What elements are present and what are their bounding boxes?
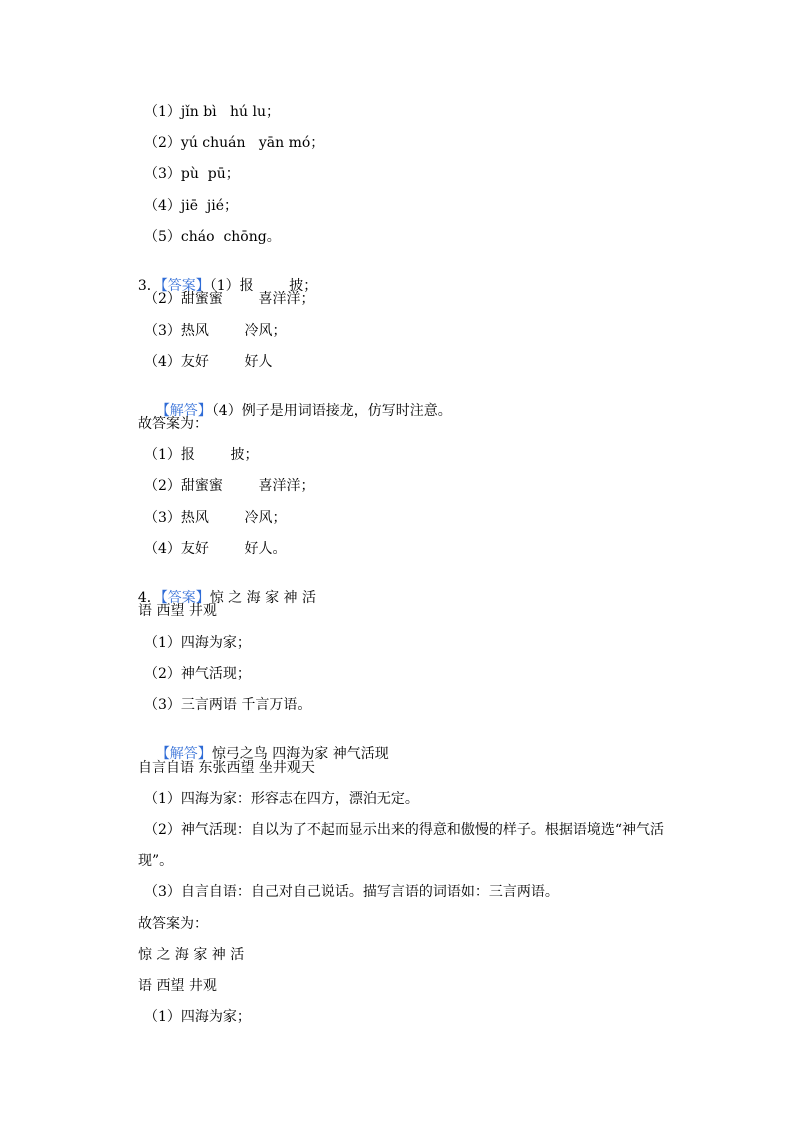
answer-line: （2）甜蜜蜜 喜洋洋； (144, 291, 315, 307)
answer-line: 语 西望 井观 (138, 978, 217, 994)
answer-line: （4）友好 好人 (144, 354, 273, 370)
answer-line: （3）pù pū； (144, 166, 240, 182)
explanation-tag: 【解答】 (155, 403, 212, 419)
answer-line: （1）四海为家：形容志在四方，漂泊无定。 (144, 791, 419, 807)
answer-line: （3）三言两语 千言万语。 (144, 697, 312, 713)
answer-line: （1）四海为家； (144, 1009, 251, 1025)
answer-line: 语 西望 井观 (138, 603, 217, 619)
answer-line: （1）jǐn bì hú lu； (144, 104, 280, 120)
answer-line: （3）热风 冷风； (144, 510, 287, 526)
answer-line: （2）神气活现：自以为了不起而显示出来的得意和傲慢的样子。根据语境选“神气活 (144, 822, 665, 838)
explanation-text: （4）例子是用词语接龙，仿写时注意。 (211, 403, 452, 419)
answer-line: （2）神气活现； (144, 666, 251, 682)
answer-line: 现”。 (138, 853, 174, 869)
answer-line: （1）报 披； (144, 447, 259, 463)
answer-line: （3）热风 冷风； (144, 323, 287, 339)
question-number: 4． (137, 590, 161, 606)
answer-text: （1）报 披； (209, 278, 318, 294)
explanation-tag: 【解答】 (155, 746, 212, 762)
question-number: 3． (137, 278, 161, 294)
explanation-text: 惊弓之鸟 四海为家 神气活现 (211, 746, 389, 762)
answer-line: 惊 之 海 家 神 活 (138, 947, 245, 963)
answer-text: 惊 之 海 家 神 活 (209, 590, 316, 606)
answer-line: 自言自语 东张西望 坐井观天 (138, 760, 315, 776)
answer-label: 故答案为： (138, 416, 208, 432)
answer-line: （1）四海为家； (144, 635, 251, 651)
answer-line: （4）友好 好人。 (144, 541, 287, 557)
answer-line: （3）自言自语：自己对自己说话。描写言语的词语如：三言两语。 (144, 884, 559, 900)
answer-label: 故答案为： (138, 916, 208, 932)
answer-tag: 【答案】 (160, 590, 210, 606)
answer-line: （2）甜蜜蜜 喜洋洋； (144, 478, 315, 494)
answer-line: （2）yú chuán yān mó； (144, 135, 325, 151)
answer-tag: 【答案】 (160, 278, 210, 294)
answer-line: （5）cháo chōng。 (144, 229, 281, 245)
answer-line: （4）jiē jié； (144, 198, 239, 214)
